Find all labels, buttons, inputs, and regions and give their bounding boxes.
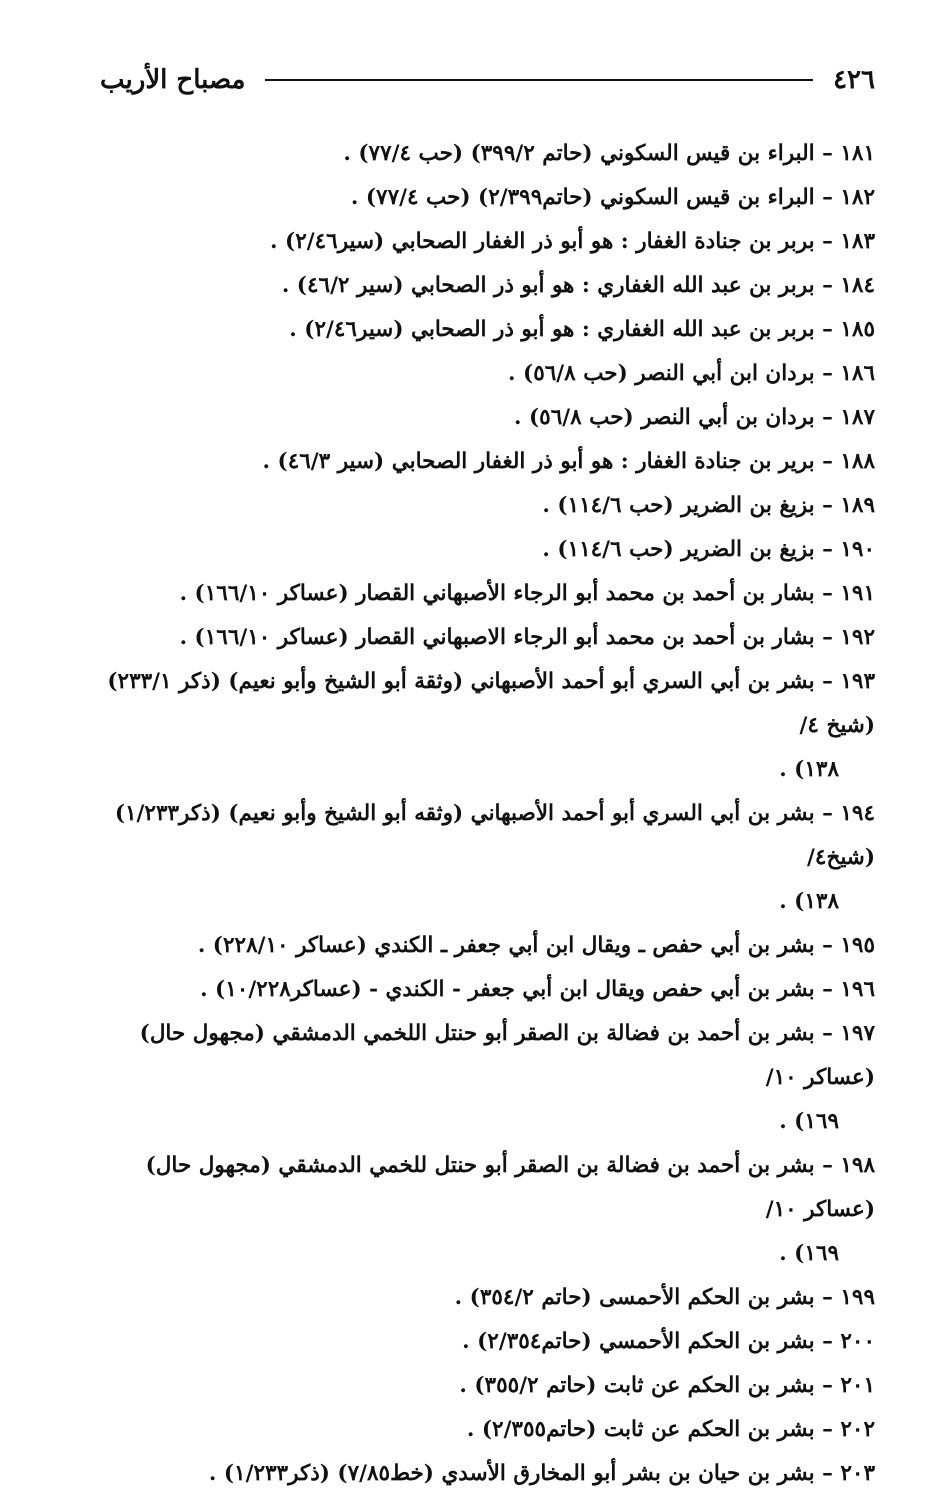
book-title: مصباح الأريب xyxy=(100,65,246,95)
entry-text: برير بن جنادة الغفار : هو أبو ذر الغفار الصحابي (سير ٤٦/٣) . xyxy=(262,449,815,474)
entry-dash: – xyxy=(814,1417,841,1442)
entry-text: بشر بن حيان بن بشر أبو المخارق الأسدي (خط٧/٨٥) (ذكر١/٢٣٣) . xyxy=(208,1461,815,1486)
entry-text: بشار بن أحمد بن محمد أبو الرجاء الأصبهاني القصار (عساكر ١٦٦/١٠) . xyxy=(179,581,815,606)
entry-dash: – xyxy=(814,449,841,474)
list-item xyxy=(90,660,875,792)
list-item xyxy=(90,484,875,528)
entry-number: ١٩٣ xyxy=(840,669,875,694)
entry-number: ١٨١ xyxy=(840,141,875,166)
header-rule xyxy=(265,79,813,81)
entry-dash: – xyxy=(814,801,841,826)
entry-text: بربر بن عبد الله الغفاري : هو أبو ذر الصحابي (سير ٤٦/٢) . xyxy=(281,273,815,298)
list-item xyxy=(90,792,875,924)
entry-dash: – xyxy=(814,1461,841,1486)
entry-number: ١٨٣ xyxy=(840,229,875,254)
entry-number: ١٨٨ xyxy=(840,449,875,474)
entry-text: بشر بن الحكم الأحمسي (حاتم٢/٣٥٤) . xyxy=(462,1329,815,1354)
list-item xyxy=(90,1276,875,1320)
entry-number: ١٩٤ xyxy=(840,801,875,826)
entry-continuation: ١٦٩) . xyxy=(779,1241,839,1266)
entry-text: بشر بن الحكم عن ثابت (حاتم ٣٥٥/٢) . xyxy=(459,1373,815,1398)
list-item xyxy=(90,528,875,572)
entry-dash: – xyxy=(814,537,841,562)
entry-text: البراء بن قيس السكوني (حاتم ٣٩٩/٢) (حب ٧٧/٤) . xyxy=(343,141,815,166)
list-item xyxy=(90,264,875,308)
list-item xyxy=(90,1144,875,1276)
entry-number: ١٩٥ xyxy=(840,933,875,958)
entry-continuation: ١٣٨) . xyxy=(779,757,839,782)
list-item xyxy=(90,572,875,616)
list-item xyxy=(90,616,875,660)
entry-text: بشر بن أبي حفص ويقال ابن أبي جعفر - الكندي - (عساكر١٠/٢٢٨) . xyxy=(200,977,815,1002)
list-item xyxy=(90,176,875,220)
entry-number: ١٨٤ xyxy=(840,273,875,298)
entry-dash: – xyxy=(814,1285,841,1310)
entry-number: ٢٠٠ xyxy=(840,1329,875,1354)
entry-number: ١٩٦ xyxy=(840,977,875,1002)
list-item xyxy=(90,1012,875,1144)
entry-number: ١٨٩ xyxy=(840,493,875,518)
entry-text: بردان بن أبي النصر (حب ٥٦/٨) . xyxy=(514,405,815,430)
entry-text: بزيغ بن الضرير (حب ١١٤/٦) . xyxy=(542,493,815,518)
page-header xyxy=(100,60,875,100)
entry-dash: – xyxy=(814,1329,841,1354)
list-item xyxy=(90,308,875,352)
entry-list xyxy=(90,132,875,1496)
entry-text: بشر بن الحكم عن ثابت (حاتم٢/٣٥٥) . xyxy=(466,1417,815,1442)
list-item xyxy=(90,132,875,176)
entry-number: ٢٠١ xyxy=(840,1373,875,1398)
page-number: ٤٢٦ xyxy=(833,65,875,95)
entry-text: بربر بن جنادة الغفار : هو أبو ذر الغفار الصحابي (سير٢/٤٦) . xyxy=(270,229,815,254)
entry-dash: – xyxy=(814,669,841,694)
entry-continuation: ١٦٩) . xyxy=(779,1109,839,1134)
list-item xyxy=(90,220,875,264)
entry-dash: – xyxy=(814,317,841,342)
entry-number: ١٩٩ xyxy=(840,1285,875,1310)
entry-dash: – xyxy=(814,229,841,254)
entry-text: بشر بن أبي حفص ـ ويقال ابن أبي جعفر ـ الكندي (عساكر ٢٢٨/١٠) . xyxy=(197,933,815,958)
entry-dash: – xyxy=(814,625,841,650)
entry-dash: – xyxy=(814,933,841,958)
entry-number: ١٨٢ xyxy=(840,185,875,210)
list-item xyxy=(90,968,875,1012)
entry-text: بشار بن أحمد بن محمد أبو الرجاء الاصبهاني القصار (عساكر ١٦٦/١٠) . xyxy=(179,625,815,650)
entry-dash: – xyxy=(814,1373,841,1398)
list-item xyxy=(90,352,875,396)
entry-number: ١٨٦ xyxy=(840,361,875,386)
entry-dash: – xyxy=(814,977,841,1002)
entry-number: ١٨٧ xyxy=(840,405,875,430)
entry-number: ١٩١ xyxy=(840,581,875,606)
entry-dash: – xyxy=(814,581,841,606)
entry-number: ١٩٨ xyxy=(840,1153,875,1178)
entry-number: ١٩٢ xyxy=(840,625,875,650)
entry-text: بردان ابن أبي النصر (حب ٥٦/٨) . xyxy=(508,361,815,386)
entry-dash: – xyxy=(814,1153,841,1178)
entry-text: البراء بن قيس السكوني (حاتم٢/٣٩٩) (حب ٧٧/٤) . xyxy=(350,185,815,210)
list-item xyxy=(90,1452,875,1496)
entry-number: ١٨٥ xyxy=(840,317,875,342)
entry-text: بشر بن أحمد بن فضالة بن الصقر أبو حنتل اللخمي الدمشقي (مجهول حال) (عساكر ١٠/ xyxy=(139,1021,875,1090)
entry-text: بشر بن أحمد بن فضالة بن الصقر أبو حنتل للخمي الدمشقي (مجهول حال) (عساكر ١٠/ xyxy=(145,1153,875,1222)
entry-continuation: ١٣٨) . xyxy=(779,889,839,914)
entry-number: ١٩٠ xyxy=(840,537,875,562)
entry-text: بشر بن أبي السري أبو أحمد الأصبهاني (وثقة أبو الشيخ وأبو نعيم) (ذكر ٢٣٣/١) (شيخ ٤/ xyxy=(107,669,875,738)
entry-dash: – xyxy=(814,361,841,386)
entry-text: بشر بن الحكم الأحمسى (حاتم ٣٥٤/٢) . xyxy=(454,1285,815,1310)
entry-number: ١٩٧ xyxy=(840,1021,875,1046)
list-item xyxy=(90,1320,875,1364)
entry-dash: – xyxy=(814,141,841,166)
list-item xyxy=(90,440,875,484)
entry-text: بزيغ بن الضرير (حب ١١٤/٦) . xyxy=(542,537,815,562)
entry-text: بربر بن عبد الله الغفاري : هو أبو ذر الصحابي (سير٢/٤٦) . xyxy=(289,317,815,342)
entry-text: بشر بن أبي السري أبو أحمد الأصبهاني (وثقه أبو الشيخ وأبو نعيم) (ذكر١/٢٣٣) (شيخ٤/ xyxy=(114,801,875,870)
entry-dash: – xyxy=(814,405,841,430)
list-item xyxy=(90,924,875,968)
entry-dash: – xyxy=(814,493,841,518)
entry-dash: – xyxy=(814,273,841,298)
entry-dash: – xyxy=(814,185,841,210)
entry-number: ٢٠٢ xyxy=(840,1417,875,1442)
entry-number: ٢٠٣ xyxy=(840,1461,875,1486)
list-item xyxy=(90,396,875,440)
entry-dash: – xyxy=(814,1021,841,1046)
list-item xyxy=(90,1364,875,1408)
list-item xyxy=(90,1408,875,1452)
